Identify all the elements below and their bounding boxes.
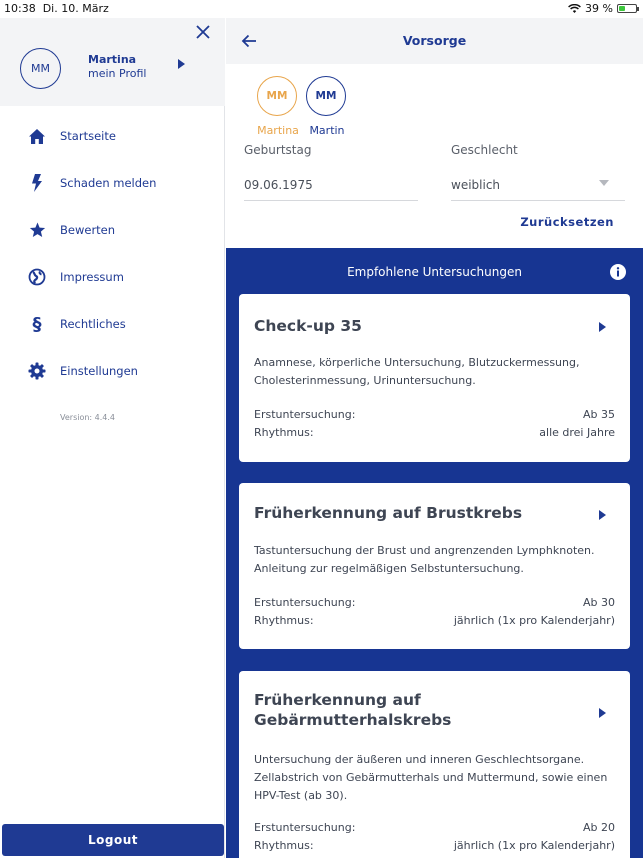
chevron-right-icon[interactable] bbox=[178, 59, 185, 69]
profile-header[interactable] bbox=[0, 18, 225, 106]
app-version: Version: 4.4.4 bbox=[60, 413, 116, 422]
birthday-label: Geburtstag bbox=[244, 143, 312, 157]
gear-icon bbox=[26, 360, 48, 382]
status-right bbox=[568, 2, 637, 15]
profile-subtitle[interactable]: mein Profil bbox=[88, 67, 147, 80]
chevron-right-icon[interactable] bbox=[599, 708, 606, 718]
card-row-first bbox=[254, 596, 615, 609]
battery-icon bbox=[617, 4, 637, 13]
first-exam-value: Ab 35 bbox=[582, 408, 615, 421]
birthday-underline bbox=[244, 200, 418, 201]
avatar[interactable]: MM bbox=[20, 48, 61, 89]
exam-card-checkup[interactable] bbox=[239, 294, 630, 462]
sidebar-item-bewerten[interactable] bbox=[26, 219, 206, 241]
recommended-title: Empfohlene Untersuchungen bbox=[347, 265, 522, 279]
sidebar-item-impressum[interactable] bbox=[26, 266, 206, 288]
reset-button[interactable]: Zurücksetzen bbox=[520, 215, 614, 229]
sidebar-item-label: Impressum bbox=[60, 270, 124, 284]
card-row-first bbox=[254, 821, 615, 834]
rhythm-value: jährlich (1x pro Kalenderjahr) bbox=[453, 839, 615, 852]
person-name: Martina bbox=[257, 124, 299, 137]
main-header bbox=[226, 18, 643, 64]
card-description: Anamnese, körperliche Untersuchung, Blutzuckermessung, Cholesterinmessung, Urinuntersuchung. bbox=[254, 356, 580, 387]
card-row-rhythm bbox=[254, 426, 615, 439]
status-time-date bbox=[4, 2, 109, 15]
gender-label: Geschlecht bbox=[451, 143, 518, 157]
card-description: Untersuchung der äußeren und inneren Geschlechtsorgane. Zellabstrich von Gebärmutterhals und Muttermund, sowie einen HPV-Test (ab 30). bbox=[254, 753, 608, 802]
card-title: Früherkennung auf Brustkrebs bbox=[254, 504, 523, 522]
card-description: Tastuntersuchung der Brust und angrenzenden Lymphknoten. Anleitung zur regelmäßigen Selbstuntersuchung. bbox=[254, 544, 595, 575]
info-icon[interactable] bbox=[610, 264, 626, 280]
sidebar-item-schaden-melden[interactable] bbox=[26, 172, 206, 194]
battery-percent: 39 % bbox=[585, 2, 613, 15]
card-title: Früherkennung auf Gebärmutterhalskrebs bbox=[254, 691, 452, 729]
exam-card-brustkrebs[interactable] bbox=[239, 483, 630, 649]
chevron-right-icon[interactable] bbox=[599, 510, 606, 520]
first-exam-value: Ab 30 bbox=[582, 596, 615, 609]
sidebar bbox=[0, 18, 225, 858]
battery-fill bbox=[619, 6, 625, 11]
exam-card-gebaermutterhalskrebs[interactable] bbox=[239, 671, 630, 858]
sidebar-item-rechtliches[interactable] bbox=[26, 313, 206, 335]
rhythm-value: jährlich (1x pro Kalenderjahr) bbox=[453, 614, 615, 627]
person-avatar[interactable]: MM bbox=[306, 76, 346, 116]
status-bar bbox=[0, 0, 643, 18]
recommended-panel bbox=[226, 248, 643, 858]
chevron-right-icon[interactable] bbox=[599, 322, 606, 332]
first-exam-label: Erstuntersuchung: bbox=[254, 408, 356, 421]
card-row-rhythm bbox=[254, 839, 615, 852]
birthday-input[interactable]: 09.06.1975 bbox=[244, 178, 313, 192]
first-exam-label: Erstuntersuchung: bbox=[254, 596, 356, 609]
logout-button[interactable]: Logout bbox=[2, 824, 224, 856]
sidebar-item-startseite[interactable] bbox=[26, 125, 206, 147]
status-date: Di. 10. März bbox=[42, 2, 109, 15]
chevron-down-icon[interactable] bbox=[599, 180, 609, 186]
card-row-first bbox=[254, 408, 615, 421]
sidebar-item-label: Bewerten bbox=[60, 223, 116, 237]
rhythm-value: alle drei Jahre bbox=[539, 426, 615, 439]
person-avatar[interactable]: MM bbox=[257, 76, 297, 116]
globe-icon bbox=[26, 266, 48, 288]
sidebar-item-label: Rechtliches bbox=[60, 317, 126, 331]
main-content bbox=[226, 18, 643, 858]
sidebar-item-label: Einstellungen bbox=[60, 364, 138, 378]
profile-name[interactable]: Martina bbox=[88, 53, 137, 66]
star-icon bbox=[26, 219, 48, 241]
card-row-rhythm bbox=[254, 614, 615, 627]
rhythm-label: Rhythmus: bbox=[254, 839, 314, 852]
page-title: Vorsorge bbox=[402, 33, 467, 48]
paragraph-icon: § bbox=[32, 313, 42, 335]
close-icon[interactable] bbox=[195, 24, 211, 40]
rhythm-label: Rhythmus: bbox=[254, 426, 314, 439]
gender-underline bbox=[451, 200, 625, 201]
sidebar-item-label: Schaden melden bbox=[60, 176, 157, 190]
card-title: Check-up 35 bbox=[254, 317, 362, 335]
status-time: 10:38 bbox=[4, 2, 36, 15]
person-selector-martina[interactable] bbox=[257, 76, 299, 137]
sidebar-item-einstellungen[interactable] bbox=[26, 360, 206, 382]
lightning-icon bbox=[26, 172, 48, 194]
gender-select[interactable]: weiblich bbox=[451, 178, 501, 192]
rhythm-label: Rhythmus: bbox=[254, 614, 314, 627]
person-selector-martin[interactable] bbox=[306, 76, 348, 137]
first-exam-label: Erstuntersuchung: bbox=[254, 821, 356, 834]
wifi-icon bbox=[568, 4, 581, 14]
person-name: Martin bbox=[309, 124, 345, 137]
home-icon bbox=[26, 125, 48, 147]
sidebar-item-label: Startseite bbox=[60, 129, 116, 143]
first-exam-value: Ab 20 bbox=[582, 821, 615, 834]
